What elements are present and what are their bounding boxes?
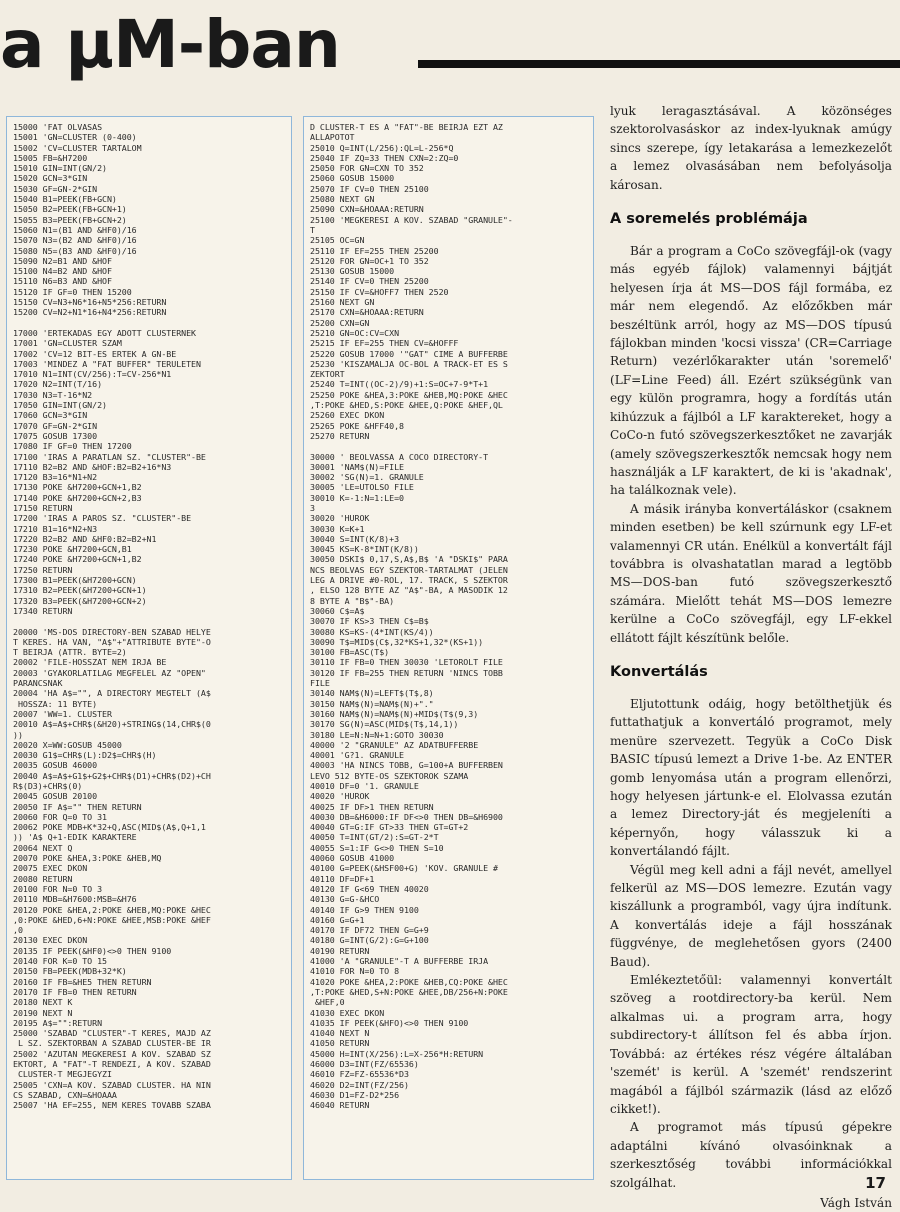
code-line: 20140 FOR K=0 TO 15 [13,956,107,967]
code-line: 20170 IF FB=0 THEN RETURN [13,986,137,997]
code-line: 20075 EXEC DKON [13,863,88,874]
article-intro-paragraph: lyuk leragasztásával. A közönséges szektorolvasáskor az index-lyuknak amúgy sincs szerepe, így letakarása a lemezkezelőt a lemez olvasásában nem befolyásolja károsan. [610,104,892,192]
code-line: 41010 FOR N=0 TO 8 [310,966,400,977]
code-line: 30010 K=-1:N=1:LE=0 [310,492,404,503]
code-line: 20135 IF PEEK(&HF0)<>0 THEN 9100 [13,945,172,956]
code-listing-1 [13,122,286,1111]
code-listing-box-2 [303,116,594,1180]
code-line: 17250 RETURN [13,564,73,575]
code-line: 41050 RETURN [310,1038,370,1049]
code-line: , ELSO 128 BYTE AZ "A$"-BA, A MASODIK 12 [310,585,508,596]
code-line: 20002 'FILE-HOSSZAT NEM IRJA BE [13,657,167,668]
code-line: NCS BEOLVAS EGY SZEKTOR-TARTALMAT (JELEN [310,564,508,575]
code-line: 20050 IF A$="" THEN RETURN [13,801,142,812]
code-line: 15090 N2=B1 AND &HOF [13,255,112,266]
code-listing-box-1 [6,116,292,1180]
code-line: 40003 'HA NINCS TOBB, G=100+A BUFFERBEN [310,760,503,771]
code-line: 20007 'WW=1. CLUSTER [13,708,112,719]
code-line: 30020 'HUROK [310,513,370,524]
code-line: 25150 IF CV=&HOFF7 THEN 2520 [310,286,449,297]
article-paragraph: Eljutottunk odáig, hogy betölthetjük és futtathatjuk a konvertáló programot, mely menüre szervezett. Tegyük a CoCo Disk BASIC típusú lemezt a Drive 1-be. Az ENTER gomb lenyomása után a program ellenőrzi, hogy helyesen jártunk-e el. Elolvassa ezután a lemez Directory-ját és megjeleníti a képernyőn, hogy válasszuk ki a konvertálandó fájlt. [610,696,892,859]
code-line: 30140 NAM$(N)=LEFT$(T$,8) [310,688,434,699]
article-paragraph: A másik irányba konvertáláskor (csaknem minden esetben) be kell szúrnunk egy LF-et valamennyi CR után. Enélkül a konvertált fájl továbbra is olvashatatlan marad a legtöbb MS—DOS-ban futó szövegszerkesztő számára. Mielőtt tehát MS—DOS lemezre kerülne a CoCo szövegfájl, egy LF-ekkel ellátott fájlt készítünk belőle. [610,501,892,645]
code-line: 17320 B3=PEEK(&H7200+GCN+2) [13,595,147,606]
code-line: 15080 N5=(B3 AND &HF0)/16 [13,245,137,256]
code-line: 17150 RETURN [13,502,73,513]
code-line: ,0 [13,925,23,936]
code-line: 30030 K=K+1 [310,523,365,534]
code-line: ALLAPOTOT [310,132,355,143]
code-line: LEG A DRIVE #0-ROL, 17. TRACK, S SZEKTOR [310,575,508,586]
code-line: 25130 GOSUB 15000 [310,266,395,277]
code-line: CS SZABAD, CXN=&HOAAA [13,1089,117,1100]
article-paragraph: A programot más típusú gépekre adaptálni kívánó olvasóinknak a szerkesztőség további információkkal szolgálhat. [610,1120,892,1190]
code-line: 40055 S=1:IF G<>0 THEN S=10 [310,842,444,853]
code-line: 40140 IF G>9 THEN 9100 [310,904,419,915]
code-line: 20064 NEXT Q [13,842,73,853]
code-line: 15030 GF=GN-2*GIN [13,183,98,194]
code-line: 15200 CV=N2+N1*16+N4*256:RETURN [13,307,167,318]
code-line: )) 'A$ Q+1-EDIK KARAKTERE [13,832,137,843]
code-line: 25240 T=INT((OC-2)/9)+1:S=OC+7-9*T+1 [310,379,489,390]
code-line: 46000 D3=INT(FZ/65536) [310,1059,419,1070]
code-line: 30100 FB=ASC(T$) [310,647,390,658]
page-title: a μM-ban [0,6,340,83]
code-line: 20010 A$=A$+CHR$(&H20)+STRING$(14,CHR$(0 [13,719,211,730]
code-line: 17130 POKE &H7200+GCN+1,B2 [13,482,142,493]
code-line: CLUSTER-T MEGJEGYZI [13,1069,112,1080]
code-line: 17050 GIN=INT(GN/2) [13,400,107,411]
code-line: 20110 MDB=&H7600:MSB=&H76 [13,894,137,905]
code-line: 40170 IF DF72 THEN G=G+9 [310,925,429,936]
code-line [310,441,315,451]
code-line: 25250 POKE &HEA,3:POKE &HEB,MQ:POKE &HEC [310,389,508,400]
code-line: 30120 IF FB=255 THEN RETURN 'NINCS TOBB [310,667,503,678]
code-line: 17310 B2=PEEK(&H7200+GCN+1) [13,585,147,596]
code-line: 17120 B3=16*N1+N2 [13,472,98,483]
code-line: 40020 'HUROK [310,791,370,802]
code-line: 30045 KS=K-8*INT(K/8)) [310,544,419,555]
code-line: 30050 DSKI$ 0,17,S,A$,B$ 'A "DSKI$" PARA [310,554,508,565]
code-line: 20040 A$=A$+G1$+G2$+CHR$(D1)+CHR$(D2)+CH [13,770,211,781]
code-line: HOSSZA: 11 BYTE) [13,698,98,709]
code-line: 15000 'FAT OLVASAS [13,122,103,132]
code-line: 17020 N2=INT(T/16) [13,379,103,390]
code-line: 15060 N1=(B1 AND &HF0)/16 [13,224,137,235]
code-line: ,0:POKE &HED,6+N:POKE &HEE,MSB:POKE &HEF [13,914,211,925]
code-line: 25170 CXN=&HOAAA:RETURN [310,307,424,318]
code-line: 17200 'IRAS A PAROS SZ. "CLUSTER"-BE [13,513,192,524]
code-line: 25002 'AZUTAN MEGKERESI A KOV. SZABAD SZ [13,1048,211,1059]
code-line: 17080 IF GF=0 THEN 17200 [13,441,132,452]
code-line: 20060 FOR Q=0 TO 31 [13,811,107,822]
code-line: 15005 FB=&H7200 [13,152,88,163]
code-line: 41020 POKE &HEA,2:POKE &HEB,CQ:POKE &HEC [310,976,508,987]
code-line: 46010 FZ=FZ-65536*D3 [310,1069,409,1080]
code-line: 25007 'HA EF=255, NEM KERES TOVABB SZABA [13,1100,211,1111]
code-line: 17003 'MINDEZ A "FAT BUFFER" TERULETEN [13,358,201,369]
section-heading-soremeles: A soremelés problémája [610,211,808,228]
code-line: 25215 IF EF=255 THEN CV=&HOFFF [310,338,459,349]
article-paragraph: Bár a program a CoCo szövegfájl-ok (vagy más egyéb fájlok) valamennyi bájtját helyesen írja át MS—DOS fájl formába, ez már nem elegendő. Az előzőkben már beszéltünk arról, hogy az MS—DOS típusú fájlokban minden 'kocsi vissza' (CR=Carriage Return) vezérlőkarakter után 'soremelő' (LF=Line Feed) áll. Ezért szükségünk van egy külön programra, hogy a fordítás után kihúzzuk a fájlból a LF karaktereket, hogy a CoCo-n futó szövegszerkesztőket ne zavarják (amely szövegszerkesztők nemcsak hogy nem használják a LF karaktert, de ki is 'akadnak', ha találkoznak vele). [610,244,892,498]
code-line: 40001 'G?1. GRANULE [310,750,404,761]
code-line: 17220 B2=B2 AND &HF0:B2=B2+N1 [13,533,157,544]
article-paragraph: Emlékeztetőül: valamennyi konvertált szöveg a rootdirectory-ba kerül. Nem alkalmas ui. a program arra, hogy subdirectory-t állítson fel és abba írjon. Továbbá: az értékes rész végére általában 'szemét' is kerül. A 'szemét' rendszerint magából a fájlból származik (lásd az előző cikket!). [610,973,892,1116]
code-line: T [310,224,315,235]
code-line: 40160 G=G+1 [310,914,365,925]
code-line: 20080 RETURN [13,873,73,884]
code-line: 3 [310,502,315,513]
code-line: 25105 OC=GN [310,235,365,246]
code-line: 15110 N6=B3 AND &HOF [13,276,112,287]
code-line: 20190 NEXT N [13,1007,73,1018]
code-line: 17060 GCN=3*GIN [13,410,88,421]
code-line: 25010 Q=INT(L/256):QL=L-256*Q [310,142,454,153]
code-line: R$(D3)+CHR$(0) [13,781,83,791]
code-line: 25260 EXEC DKON [310,410,385,421]
code-line: 30005 'LE=UTOLSO FILE [310,482,414,493]
code-line: 46020 D2=INT(FZ/256) [310,1079,409,1090]
code-line: 41035 IF PEEK(&HFO)<>0 THEN 9100 [310,1017,469,1028]
code-line: 25000 'SZABAD "CLUSTER"-T KERES, MAJD AZ [13,1028,211,1039]
code-line: 45000 H=INT(X/256):L=X-256*H:RETURN [310,1048,484,1059]
code-line: 40060 GOSUB 41000 [310,853,395,864]
code-line: ,T:POKE &HED,S+N:POKE &HEE,DB/256+N:POKE [310,986,508,997]
code-line: 30170 SG(N)=ASC(MID$(T$,14,1)) [310,719,459,730]
code-line: 40100 G=PEEK(&HSF00+G) 'KOV. GRANULE # [310,863,498,874]
code-line: 15002 'CV=CLUSTER TARTALOM [13,142,142,153]
code-line: 17300 B1=PEEK(&H7200+GCN) [13,575,137,586]
code-line: 17240 POKE &H7200+GCN+1,B2 [13,554,142,565]
code-line: 41040 NEXT N [310,1028,370,1039]
code-line: 20030 G1$=CHR$(L):D2$=CHR$(H) [13,750,157,761]
code-line: 17210 B1=16*N2+N3 [13,523,98,534]
code-line: 40180 G=INT(G/2):G=G+100 [310,935,429,946]
code-line: 20062 POKE MDB+K*32+Q,ASC(MID$(A$,Q+1,1 [13,822,206,833]
code-line: 46040 RETURN [310,1100,370,1111]
code-line: 30002 'SG(N)=1. GRANULE [310,472,424,483]
code-line: D CLUSTER-T ES A "FAT"-BE BEIRJA EZT AZ [310,122,503,132]
code-line: 30110 IF FB=0 THEN 30030 'LETOROLT FILE [310,657,503,668]
code-line: 25265 POKE &HFF40,8 [310,420,404,431]
code-line [13,318,18,328]
code-line: 20100 FOR N=0 TO 3 [13,883,103,894]
code-line: 20004 'HA A$="", A DIRECTORY MEGTELT (A$ [13,688,211,699]
code-line: 15020 GCN=3*GIN [13,173,88,184]
code-line: 15040 B1=PEEK(FB+GCN) [13,194,117,205]
code-line: 8 BYTE A "B$"-BA) [310,595,395,606]
code-line: 15100 N4=B2 AND &HOF [13,266,112,277]
code-line: 20160 IF FB=&HE5 THEN RETURN [13,976,152,987]
code-line: 25200 CXN=GN [310,317,370,328]
article-column [610,102,892,1212]
code-line: 30040 S=INT(K/8)+3 [310,533,400,544]
code-line: 40120 IF G<69 THEN 40020 [310,883,429,894]
section-heading-konvertalas: Konvertálás [610,663,708,680]
code-line: LEVO 512 BYTE-OS SZEKTOROK SZAMA [310,770,469,781]
code-line: 15001 'GN=CLUSTER (0-400) [13,132,137,143]
code-line: 30000 ' BEOLVASSA A COCO DIRECTORY-T [310,451,489,462]
code-line: ,T:POKE &HED,S:POKE &HEE,Q:POKE &HEF,QL [310,400,503,411]
code-line: T BEIRJA (ATTR. BYTE=2) [13,647,127,658]
code-line: 17000 'ERTEKADAS EGY ADOTT CLUSTERNEK [13,327,196,338]
code-line: 20070 POKE &HEA,3:POKE &HEB,MQ [13,853,162,864]
code-line: 17140 POKE &H7200+GCN+2,B3 [13,492,142,503]
code-line: 30080 KS=KS-(4*INT(KS/4)) [310,626,434,637]
code-line [13,616,18,626]
code-line: 30150 NAM$(N)=NAM$(N)+"." [310,698,434,709]
code-line: 25210 GN=OC:CV=CXN [310,327,400,338]
code-line: 17010 N1=INT(CV/256):T=CV-256*N1 [13,369,172,380]
code-line: 17100 'IRAS A PARATLAN SZ. "CLUSTER"-BE [13,451,206,462]
code-line: 20130 EXEC DKON [13,935,88,946]
code-line: 30001 'NAM$(N)=FILE [310,461,404,472]
code-line: 17070 GF=GN-2*GIN [13,420,98,431]
code-line: 20035 GOSUB 46000 [13,760,98,771]
code-line: 40190 RETURN [310,945,370,956]
code-line: 30070 IF KS>3 THEN C$=B$ [310,616,429,627]
code-line: 25120 FOR GN=OC+1 TO 352 [310,255,429,266]
code-line: 40010 DF=0 '1. GRANULE [310,781,419,791]
code-line: )) [13,729,23,740]
code-line: 20000 'MS-DOS DIRECTORY-BEN SZABAD HELYE [13,626,211,637]
code-line: 40110 DF=DF+1 [310,873,375,884]
code-line: 25220 GOSUB 17000 '"GAT" CIME A BUFFERBE [310,348,508,359]
code-line: 17002 'CV=12 BIT-ES ERTEK A GN-BE [13,348,177,359]
code-line: 15150 CV=N3+N6*16+N5*256:RETURN [13,297,167,308]
code-line: 20120 POKE &HEA,2:POKE &HEB,MQ:POKE &HEC [13,904,211,915]
code-line: 25230 'KISZAMALJA OC-BOL A TRACK-ET ES S [310,358,508,369]
code-line: 17001 'GN=CLUSTER SZAM [13,338,122,349]
code-line: 25005 'CXN=A KOV. SZABAD CLUSTER. HA NIN [13,1079,211,1090]
page-number: 17 [865,1174,886,1192]
code-line: 25070 IF CV=0 THEN 25100 [310,183,429,194]
code-line: 41000 'A "GRANULE"-T A BUFFERBE IRJA [310,956,489,967]
code-line: 17230 POKE &H7200+GCN,B1 [13,544,132,555]
code-line: 25160 NEXT GN [310,297,375,308]
code-line: 15050 B2=PEEK(FB+GCN+1) [13,204,127,215]
code-line: 25040 IF ZQ=33 THEN CXN=2:ZQ=0 [310,152,459,163]
code-line: 40040 GT=G:IF GT>33 THEN GT=GT+2 [310,822,469,833]
code-line: 17030 N3=T-16*N2 [13,389,93,400]
code-line: 15120 IF GF=0 THEN 15200 [13,286,132,297]
code-line: 40025 IF DF>1 THEN RETURN [310,801,434,812]
code-line: 15055 B3=PEEK(FB+GCN+2) [13,214,127,225]
code-line: 30060 C$=A$ [310,605,365,616]
code-line: &HEF,0 [310,997,345,1008]
code-line: PARANCSNAK [13,678,63,689]
code-line: FILE [310,678,330,689]
code-line: 17340 RETURN [13,605,73,616]
code-line: 30160 NAM$(N)=NAM$(N)+MID$(T$(9,3) [310,708,479,719]
code-line: 25100 'MEGKERESI A KOV. SZABAD "GRANULE"- [310,214,513,225]
code-line: 30180 LE=N:N=N+1:GOTO 30030 [310,729,444,740]
code-line: 20180 NEXT K [13,997,73,1008]
code-listing-2 [310,122,588,1111]
code-line: 40030 DB=&H6000:IF DF<>0 THEN DB=&H6900 [310,811,503,822]
code-line: 20003 'GYAKORLATILAG MEGFELEL AZ "OPEN" [13,667,206,678]
code-line: 41030 EXEC DKON [310,1007,385,1018]
code-line: 15010 GIN=INT(GN/2) [13,163,107,174]
code-line: 46030 D1=FZ-D2*256 [310,1089,400,1100]
code-line: 25110 IF EF=255 THEN 25200 [310,245,439,256]
code-line: 25050 FOR GN=CXN TO 352 [310,163,424,174]
code-line: 40130 G=G-&HCO [310,894,380,905]
code-line: 40050 T=INT(GT/2):S=GT-2*T [310,832,439,843]
author-name: Vágh István [820,1195,892,1210]
code-line: 40000 '2 "GRANULE" AZ ADATBUFFERBE [310,739,479,750]
code-line: 15070 N3=(B2 AND &HF0)/16 [13,235,137,246]
code-line: 25080 NEXT GN [310,194,375,205]
article-paragraph: Végül meg kell adni a fájl nevét, amellyel felkerül az MS—DOS lemezre. Ezután vagy kiszállunk a programból, vagy újra indítunk. A konvertálás ideje a fájl hosszának függvénye, de meglehetősen gyors (2400 Baud). [610,862,892,969]
code-line: 25090 CXN=&HOAAA:RETURN [310,204,424,215]
code-line: T KERES. HA VAN, "A$"+"ATTRIBUTE BYTE"-O [13,636,211,647]
code-line: EKTORT, A "FAT"-T RENDEZI, A KOV. SZABAD [13,1059,211,1070]
code-line: 20045 GOSUB 20100 [13,791,98,802]
code-line: 30090 T$=MID$(C$,32*KS+1,32*(KS+1)) [310,636,484,647]
code-line: 25270 RETURN [310,430,370,441]
code-line: 17075 GOSUB 17300 [13,430,98,441]
code-line: 25140 IF CV=0 THEN 25200 [310,276,429,287]
title-rule [418,60,900,68]
code-line: L SZ. SZEKTORBAN A SZABAD CLUSTER-BE IR [13,1038,211,1049]
code-line: 20195 A$="":RETURN [13,1017,103,1028]
code-line: 20150 FB=PEEK(MDB+32*K) [13,966,127,977]
code-line: 20020 X=WW:GOSUB 45000 [13,739,122,750]
code-line: ZEKTORT [310,369,345,380]
code-line: 17110 B2=B2 AND &HOF:B2=B2+16*N3 [13,461,172,472]
code-line: 25060 GOSUB 15000 [310,173,395,184]
